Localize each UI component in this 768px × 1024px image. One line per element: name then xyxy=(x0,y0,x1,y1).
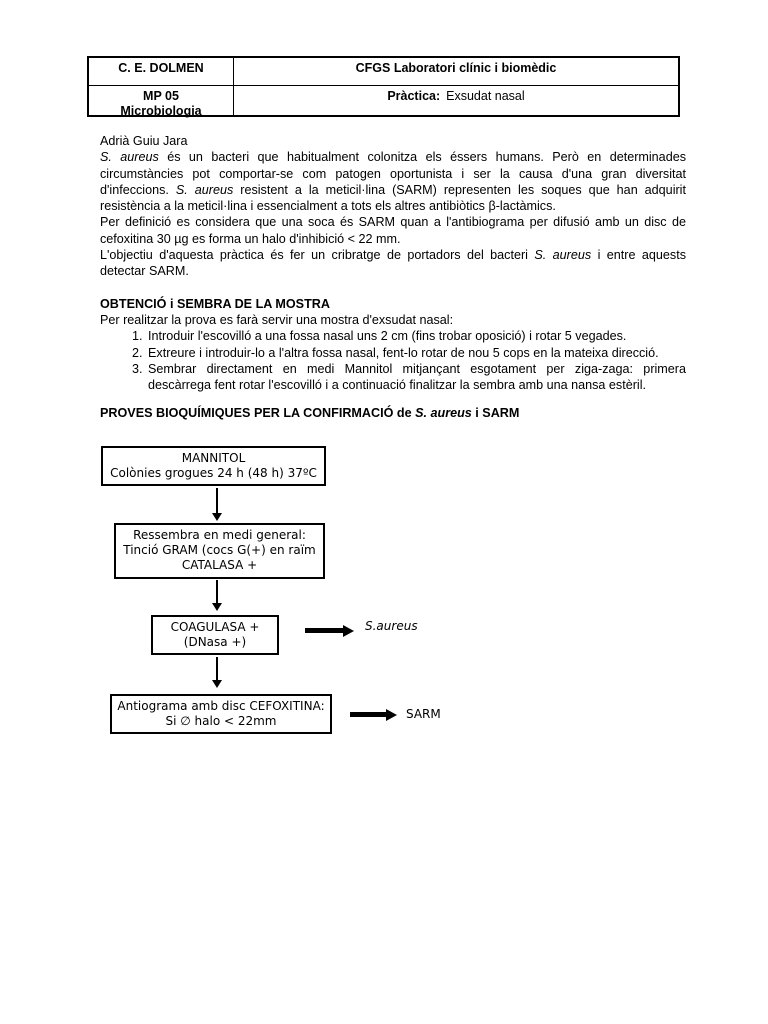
flow-box-coagulase-dnase: (DNasa +) xyxy=(183,635,247,649)
step-item: 1. Introduir l'escovilló a una fossa nasal uns 2 cm (fins trobar oposició) i rotar 5 vegades. xyxy=(146,328,686,344)
module-name: Microbiologia xyxy=(120,104,202,118)
flow-box-reseed xyxy=(114,523,325,579)
flow-connector-1 xyxy=(216,488,218,515)
intro-paragraph-2: Per definició es considera que una soca és SARM quan a l'antibiograma per difusió amb un disc de cefoxitina 30 µg es forma un halo d'inhibició < 22 mm. xyxy=(100,215,686,246)
flow-box-mannitol-detail: Colònies grogues 24 h (48 h) 37ºC xyxy=(110,466,317,480)
flow-result-sarm: SARM xyxy=(406,707,441,721)
flow-box-antibiogram-criterion: Si ∅ halo < 22mm xyxy=(165,714,277,728)
flow-connector-2 xyxy=(216,580,218,605)
spacer xyxy=(100,280,686,296)
school-name: C. E. DOLMEN xyxy=(89,58,234,85)
flow-box-antibiogram xyxy=(110,694,332,734)
header-table xyxy=(87,56,680,117)
species-name: S. aureus xyxy=(100,150,159,165)
intro-paragraph-1 xyxy=(100,149,686,214)
flow-arrowhead-2 xyxy=(212,603,222,611)
flow-result-saureus: S.aureus xyxy=(365,619,418,633)
flow-arrowhead-sarm xyxy=(386,709,397,721)
practice-value: Exsudat nasal xyxy=(446,89,525,103)
flow-box-antibiogram-title: Antiograma amb disc CEFOXITINA: xyxy=(117,699,325,713)
flow-box-reseed-title: Ressembra en medi general: xyxy=(133,528,306,542)
intro-paragraph-3 xyxy=(100,247,686,280)
practice-cell xyxy=(234,86,678,116)
practice-label: Pràctica: xyxy=(387,89,441,103)
flow-box-reseed-gram: Tinció GRAM (cocs G(+) en raïm xyxy=(123,543,316,557)
biochem-title-a: PROVES BIOQUÍMIQUES PER LA CONFIRMACIÓ de xyxy=(100,406,416,421)
flow-connector-3 xyxy=(216,657,218,682)
objective-text-b: i entre aquests detectar SARM. xyxy=(100,248,687,279)
author: Adrià Guiu Jara xyxy=(100,134,188,148)
flow-arrowhead-saureus xyxy=(343,625,354,637)
step-item: 3. Sembrar directament en medi Mannitol mitjançant esgotament per ziga-zaga: primera descàrrega fent rotar l'escovilló i a continuació finalitzar la sembra amb una nansa estèril. xyxy=(146,361,686,394)
section-lead: Per realitzar la prova es farà servir una mostra d'exsudat nasal: xyxy=(100,312,454,327)
section-title-biochem xyxy=(100,405,686,421)
flow-arrowhead-3 xyxy=(212,680,222,688)
species-name-2: S. aureus xyxy=(175,182,234,197)
step-item: 2. Extreure i introduir-lo a l'altra fossa nasal, fent-lo rotar de nou 5 cops en la mateixa direcció. xyxy=(146,345,686,361)
flow-arrow-sarm xyxy=(350,712,388,717)
objective-text-a: L'objectiu d'aquesta pràctica és fer un cribratge de portadors del bacteri xyxy=(100,248,535,263)
intro-text-1: és un bacteri que habitualment colonitza els éssers humans. Però en determinades circumstàncies pot comportar-se com patogen oportunista i ser la causa d'una gran diversitat d'infeccions. xyxy=(100,150,686,197)
module-code: MP 05 xyxy=(143,89,179,103)
flow-arrowhead-1 xyxy=(212,513,222,521)
module-cell xyxy=(89,86,234,116)
course-name: CFGS Laboratori clínic i biomèdic xyxy=(355,61,557,75)
flow-arrow-saureus xyxy=(305,628,345,633)
intro-text-2: resistent a la meticil·lina (SARM) representen les soques que han adquirit resistència a la meticil·lina i essencialment a tots els altres antibiòtics β-lactàmics. xyxy=(100,182,686,214)
flow-box-reseed-catalase: CATALASA + xyxy=(181,558,258,572)
header-row-2 xyxy=(89,85,678,116)
flow-box-mannitol xyxy=(101,446,326,486)
biochem-title-species: S. aureus xyxy=(415,406,472,421)
biochem-title-b: i SARM xyxy=(471,406,520,421)
flow-box-coagulase xyxy=(151,615,279,655)
species-name-3: S. aureus xyxy=(534,248,592,263)
document-body xyxy=(100,133,686,422)
section-title-sampling: OBTENCIÓ i SEMBRA DE LA MOSTRA xyxy=(100,296,330,311)
header-row-1 xyxy=(89,58,678,85)
flow-box-mannitol-title: MANNITOL xyxy=(181,451,246,465)
flow-box-coagulase-title: COAGULASA + xyxy=(170,620,260,634)
steps-list xyxy=(100,328,686,393)
